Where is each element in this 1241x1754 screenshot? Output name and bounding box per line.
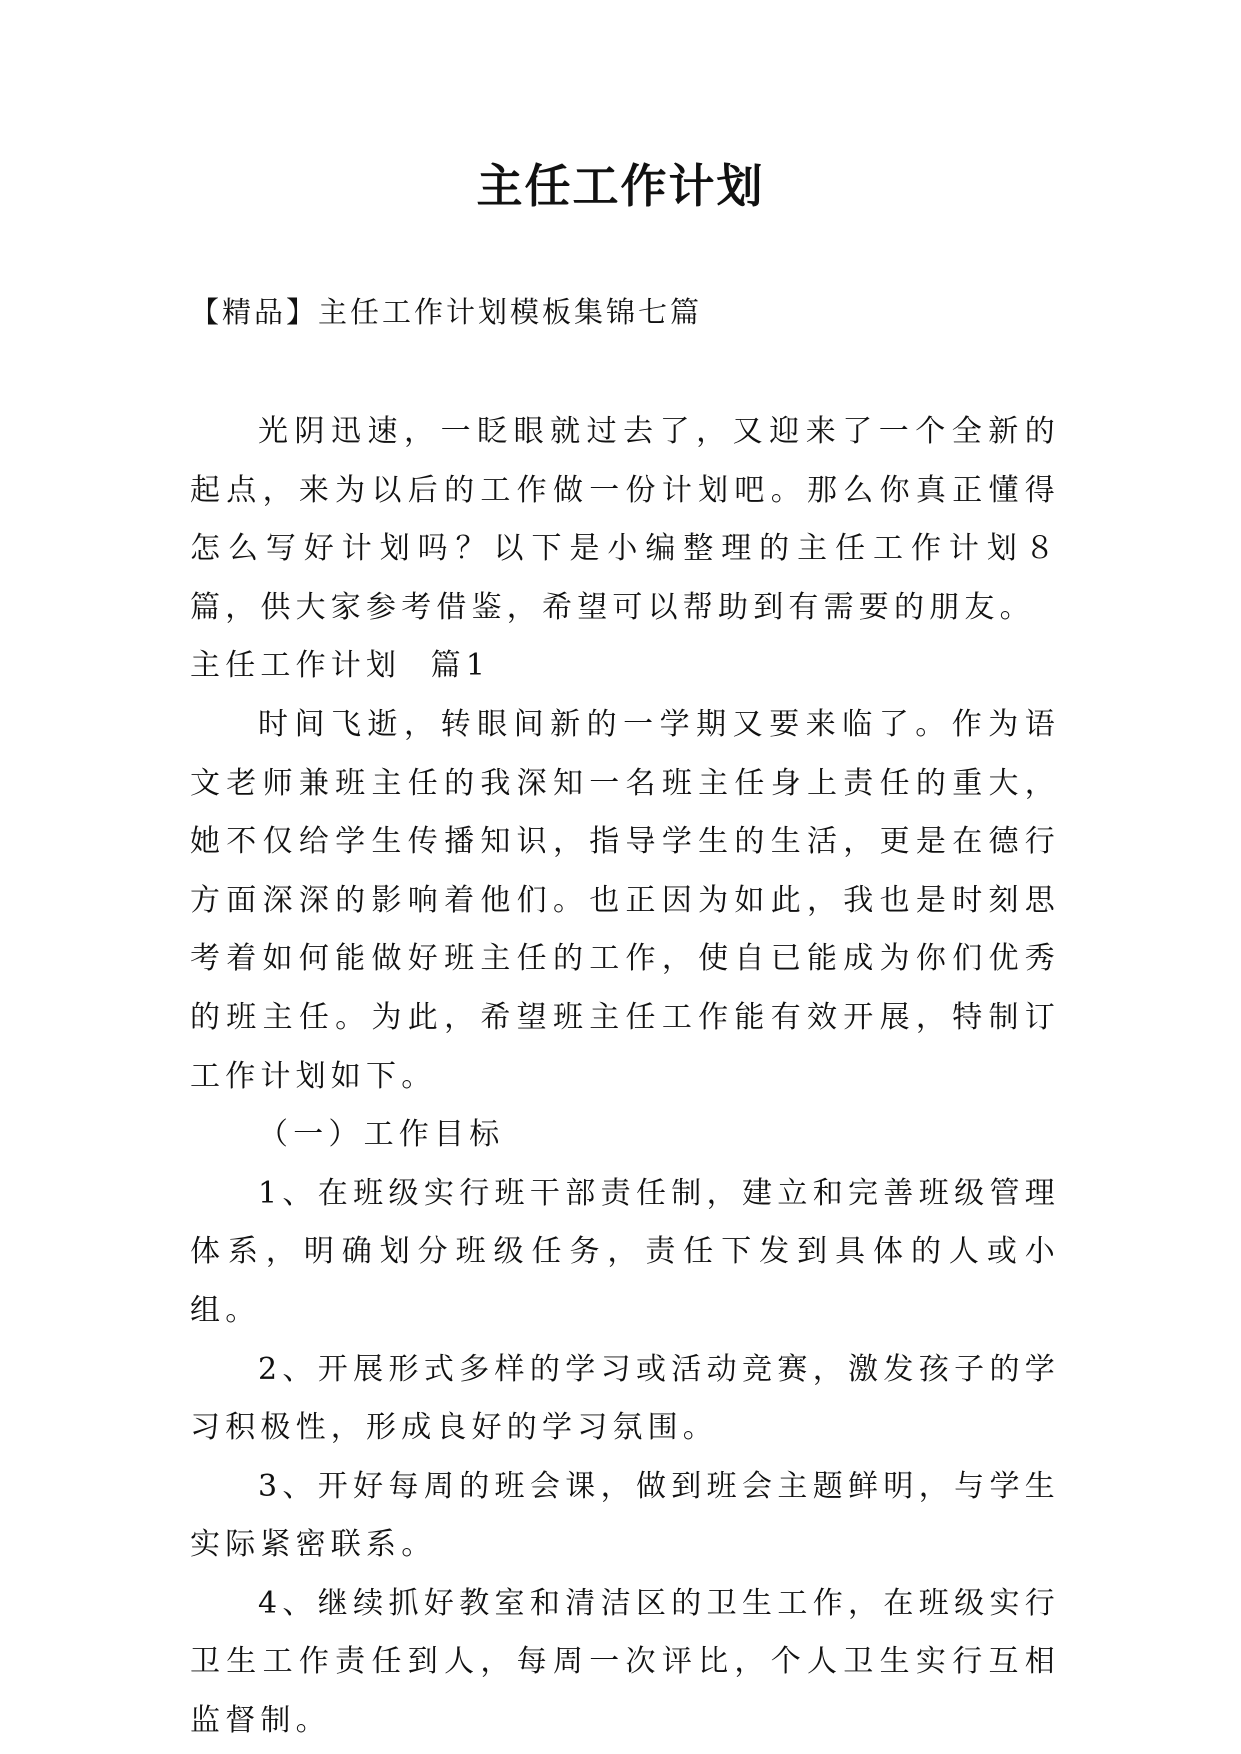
document-body [190,403,1060,1751]
section-heading: 主任工作计划 篇1 [190,648,491,684]
goal-item: 4、继续抓好教室和清洁区的卫生工作，在班级实行卫生工作责任到人，每周一次评比，个人卫生实行互相监督制。 [190,1585,1060,1739]
goal-item: 1、在班级实行班干部责任制，建立和完善班级管理体系，明确划分班级任务，责任下发到具体的人或小组。 [190,1175,1060,1328]
goal-item: 2、开展形式多样的学习或活动竞赛，激发孩子的学习积极性，形成良好的学习氛围。 [190,1351,1060,1446]
document-subtitle: 【精品】主任工作计划模板集锦七篇 [190,295,703,329]
goal-item: 3、开好每周的班会课，做到班会主题鲜明，与学生实际紧密联系。 [190,1468,1060,1563]
section-intro-paragraph: 时间飞逝，转眼间新的一学期又要来临了。作为语文老师兼班主任的我深知一名班主任身上责任的重大，她不仅给学生传播知识，指导学生的生活，更是在德行方面深深的影响着他们。也正因为如此，我也是时刻思考着如何能做好班主任的工作，使自已能成为你们优秀的班主任。为此，希望班主任工作能有效开展，特制订工作计划如下。 [190,706,1060,1094]
intro-paragraph: 光阴迅速，一眨眼就过去了，又迎来了一个全新的起点，来为以后的工作做一份计划吧。那么你真正懂得怎么写好计划吗？以下是小编整理的主任工作计划８篇，供大家参考借鉴，希望可以帮助到有需要的朋友。 [190,414,1060,625]
goals-heading: （一）工作目标 [258,1117,505,1153]
document-title: 主任工作计划 [476,159,765,213]
